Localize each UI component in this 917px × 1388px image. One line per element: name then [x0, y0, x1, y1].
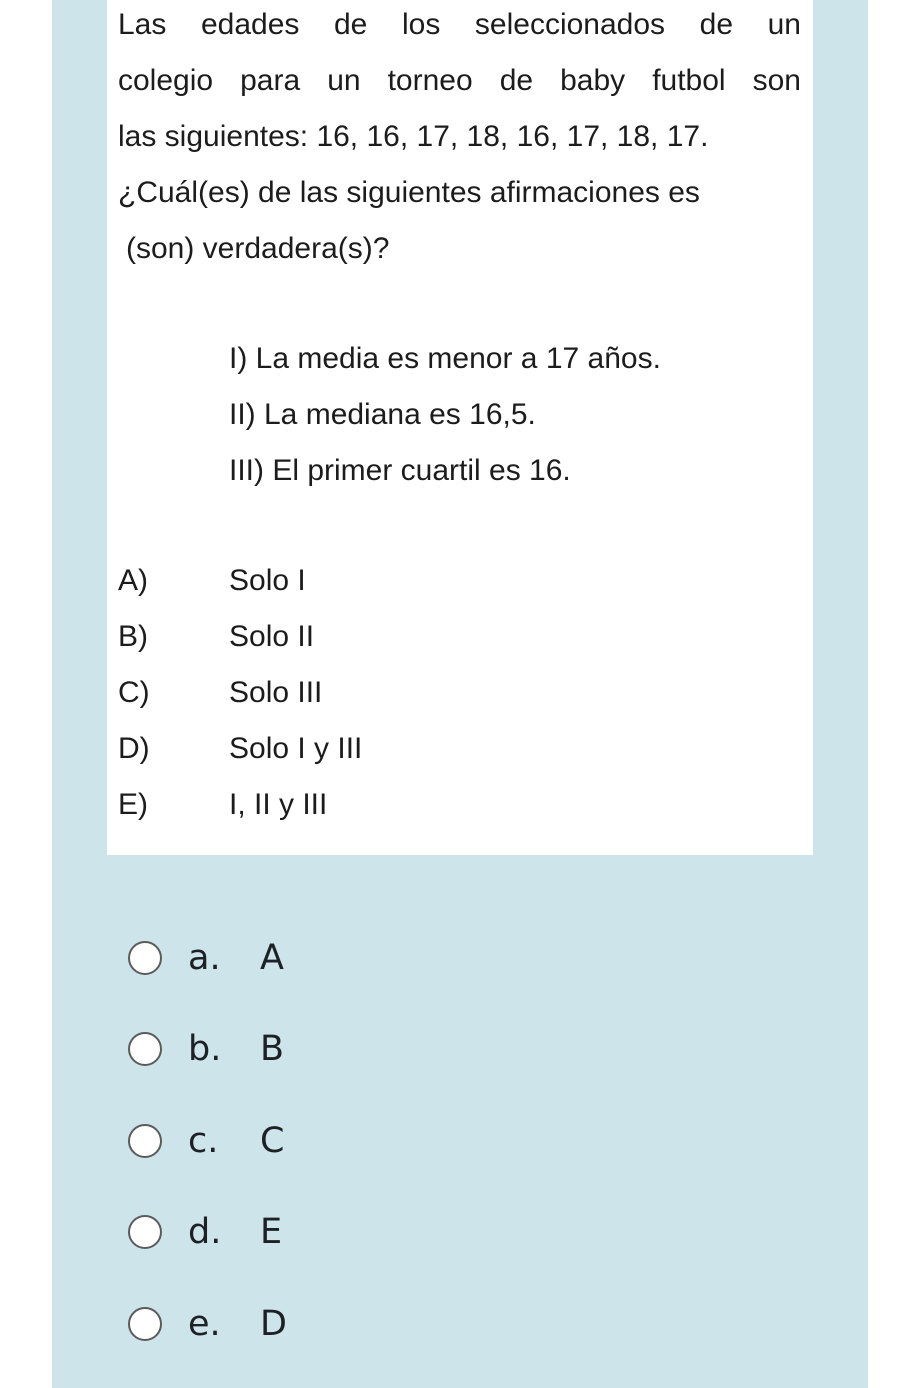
statement-item: II) La mediana es 16,5. — [229, 398, 536, 431]
answer-option-a[interactable] — [128, 912, 728, 1004]
answer-option-e[interactable] — [128, 1278, 728, 1370]
answer-label[interactable]: A — [260, 937, 284, 978]
answer-letter: e. — [188, 1303, 221, 1344]
alternative-text: Solo I — [229, 564, 306, 597]
question-image — [107, 0, 813, 855]
statement-item: III) El primer cuartil es 16. — [229, 454, 571, 487]
stem-line: (son) verdadera(s)? — [126, 232, 390, 265]
alternative-letter: E) — [118, 788, 148, 821]
alternative-text: Solo II — [229, 620, 315, 653]
alternative-item — [118, 614, 362, 670]
answer-label[interactable]: C — [260, 1120, 285, 1161]
alternatives-list — [118, 558, 362, 838]
answer-letter: c. — [188, 1120, 219, 1161]
alternative-text: Solo III — [229, 676, 323, 709]
answer-option-c[interactable] — [128, 1095, 728, 1187]
stem-line: las siguientes: 16, 16, 17, 18, 16, 17, 18, 17. — [118, 120, 709, 153]
radio-button[interactable] — [128, 1124, 162, 1158]
alternative-item — [118, 782, 362, 838]
answer-option-b[interactable] — [128, 1004, 728, 1096]
question-stem — [118, 2, 801, 282]
stem-line: ¿Cuál(es) de las siguientes afirmaciones es — [118, 176, 700, 209]
answer-label[interactable]: D — [260, 1303, 287, 1344]
alternative-letter: A) — [118, 564, 148, 597]
alternative-text: Solo I y III — [229, 732, 363, 765]
radio-button[interactable] — [128, 1215, 162, 1249]
statement-item: I) La media es menor a 17 años. — [229, 342, 661, 375]
alternative-letter: D) — [118, 732, 150, 765]
answer-label[interactable]: B — [260, 1029, 285, 1070]
answer-letter: a. — [188, 937, 221, 978]
stem-line: Las edades de los seleccionados de un — [118, 8, 801, 41]
stem-line: colegio para un torneo de baby futbol son — [118, 64, 801, 97]
radio-button[interactable] — [128, 941, 162, 975]
answer-choices — [128, 912, 728, 1370]
answer-letter: d. — [188, 1212, 222, 1253]
answer-option-d[interactable] — [128, 1187, 728, 1279]
alternative-item — [118, 670, 362, 726]
alternative-letter: C) — [118, 676, 150, 709]
radio-button[interactable] — [128, 1307, 162, 1341]
answer-letter: b. — [188, 1029, 222, 1070]
answer-label[interactable]: E — [260, 1212, 283, 1253]
radio-button[interactable] — [128, 1032, 162, 1066]
statements-list — [229, 336, 661, 504]
alternative-item — [118, 558, 362, 614]
alternative-text: I, II y III — [229, 788, 328, 821]
alternative-item — [118, 726, 362, 782]
alternative-letter: B) — [118, 620, 148, 653]
